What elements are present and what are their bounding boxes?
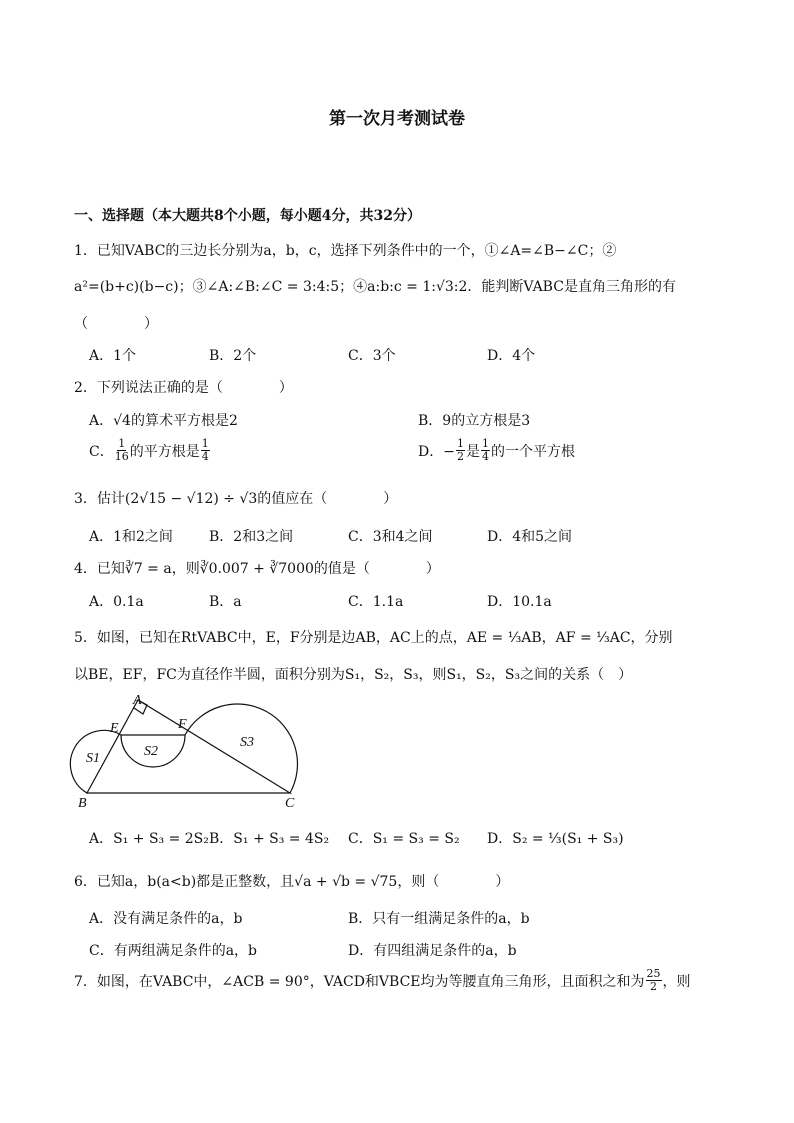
q2-d-frac2-den: 4 (481, 450, 489, 463)
q1-line2: a²=(b+c)(b−c)；③∠A:∠B:∠C = 3:4:5；④a:b:c = 1:√3:2．能判断VABC是直角三角形的有 (74, 279, 676, 295)
q2-d-frac1-num: 1 (456, 437, 464, 450)
q7-frac (646, 968, 662, 993)
q3-option-a: A．1和2之间 (89, 529, 173, 545)
label-c: C (285, 796, 295, 811)
q1-option-a: A．1个 (89, 348, 137, 364)
q2-c-frac1-den: 16 (114, 450, 129, 463)
q5-line2: 以BE，EF，FC为直径作半圆，面积分别为S₁，S₂，S₃，则S₁，S₂，S₃之间的关系（ ） (74, 667, 633, 683)
q2-c-frac2 (201, 438, 210, 463)
q2-stem: 2．下列说法正确的是（ ） (74, 380, 293, 396)
q3-stem: 3．估计(2√15 − √12) ÷ √3的值应在（ ） (74, 491, 398, 507)
q2-d-end: 的一个平方根 (490, 443, 575, 460)
q6-option-c: C．有两组满足条件的a，b (89, 943, 258, 959)
q2-c-frac2-num: 1 (201, 437, 209, 450)
q4-option-b: B．a (209, 594, 242, 610)
q1-paren: （ ） (74, 316, 158, 332)
q2-c-mid: 的平方根是 (129, 443, 200, 460)
q1-option-b: B．2个 (209, 348, 257, 364)
q5-option-d: D．S₂ = ⅓(S₁ + S₃) (487, 831, 624, 847)
q2-d-frac1 (456, 438, 465, 463)
q3-option-b: B．2和3之间 (209, 529, 294, 545)
q4-option-a: A．0.1a (89, 594, 144, 610)
q7-stem (74, 968, 691, 993)
label-s2: S2 (144, 744, 158, 759)
q2-option-c (89, 438, 211, 463)
q6-option-a: A．没有满足条件的a，b (89, 911, 243, 927)
q6-option-d: D．有四组满足条件的a，b (348, 943, 517, 959)
q5-line1: 5．如图，已知在RtVABC中，E，F分别是边AB，AC上的点，AE = ⅓AB，AF = ⅓AC，分别 (74, 630, 673, 646)
q2-c-label: C． (89, 443, 114, 460)
q7-frac-num: 25 (646, 967, 661, 980)
q3-option-c: C．3和4之间 (348, 529, 433, 545)
label-e: E (110, 721, 119, 736)
q2-d-frac1-den: 2 (456, 450, 464, 463)
label-a: A (133, 693, 142, 708)
q2-d-mid: 是 (465, 443, 480, 460)
label-s1: S1 (86, 751, 100, 766)
q7-line1: 7．如图，在VABC中，∠ACB = 90°，VACD和VBCE均为等腰直角三角形，且面积之和为 (74, 973, 645, 990)
q2-option-b: B．9的立方根是3 (418, 413, 531, 429)
triangle-abc (87, 700, 290, 793)
q4-option-d: D．10.1a (487, 594, 552, 610)
section-heading: 一、选择题（本大题共8个小题，每小题4分，共32分） (74, 208, 421, 224)
q4-option-c: C．1.1a (348, 594, 404, 610)
q2-d-frac2 (481, 438, 490, 463)
q7-frac-den: 2 (650, 980, 658, 993)
q4-stem: 4．已知∛7 = a，则∛0.007 + ∛7000的值是（ ） (74, 561, 440, 577)
exam-title: 第一次月考测试卷 (329, 109, 465, 129)
q2-d-frac2-num: 1 (481, 437, 489, 450)
q2-c-frac2-den: 4 (201, 450, 209, 463)
q6-stem: 6．已知a，b(a<b)都是正整数，且√a + √b = √75，则（ ） (74, 874, 510, 890)
q2-option-d (418, 438, 575, 463)
q2-c-frac1 (115, 438, 129, 463)
q5-figure (60, 690, 310, 815)
q1-option-d: D．4个 (487, 348, 536, 364)
q5-option-a: A．S₁ + S₃ = 2S₂ (89, 831, 209, 847)
label-s3: S3 (240, 735, 254, 750)
q5-option-c: C．S₁ = S₃ = S₂ (348, 831, 460, 847)
q5-option-b: B．S₁ + S₃ = 4S₂ (209, 831, 330, 847)
q2-d-label: D．− (418, 443, 455, 460)
q1-option-c: C．3个 (348, 348, 396, 364)
q1-line1: 1．已知VABC的三边长分别为a，b，c，选择下列条件中的一个，①∠A=∠B−∠C；② (74, 243, 617, 259)
label-f: F (178, 717, 187, 732)
q7-end: ，则 (662, 973, 691, 990)
label-b: B (78, 796, 87, 811)
q3-option-d: D．4和5之间 (487, 529, 573, 545)
q2-c-frac1-num: 1 (118, 437, 126, 450)
q2-option-a: A．√4的算术平方根是2 (89, 413, 238, 429)
q6-option-b: B．只有一组满足条件的a，b (348, 911, 530, 927)
